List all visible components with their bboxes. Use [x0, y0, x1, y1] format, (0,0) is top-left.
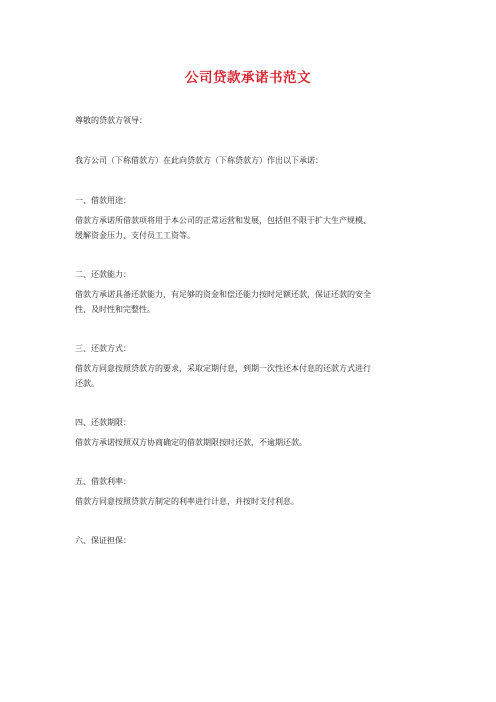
section-body-line: 还款。 — [75, 379, 99, 388]
section-heading-repayment-method: 三、还款方式： — [75, 344, 131, 353]
section-body-line: 借款方承诺所借款项将用于本公司的正常运营和发展，包括但不限于扩大生产规模、 — [75, 216, 371, 225]
section-body-line: 缓解资金压力、支付员工工资等。 — [75, 231, 195, 240]
section-body-line: 借款方承诺具备还款能力，有足够的资金和偿还能力按时足额还款，保证还款的安全 — [75, 290, 371, 299]
section-body-line: 性、及时性和完整性。 — [75, 305, 155, 314]
document-title: 公司贷款承诺书范文 — [185, 70, 311, 86]
section-heading-interest-rate: 五、借款利率： — [75, 477, 131, 486]
intro-paragraph: 我方公司（下称借款方）在此向贷款方（下称贷款方）作出以下承诺： — [75, 156, 323, 165]
section-heading-purpose: 一、借款用途： — [75, 196, 131, 205]
section-body-line: 借款方同意按照贷款方的要求，采取定期付息，到期一次性还本付息的还款方式进行 — [75, 364, 371, 373]
section-body-line: 借款方承诺按照双方协商确定的借款期限按时还款，不逾期还款。 — [75, 438, 307, 447]
salutation: 尊敬的贷款方领导： — [75, 116, 147, 125]
section-heading-repayment-ability: 二、还款能力： — [75, 270, 131, 279]
section-body-line: 借款方同意按照贷款方制定的利率进行计息，并按时支付利息。 — [75, 497, 299, 506]
section-heading-repayment-term: 四、还款期限： — [75, 418, 131, 427]
section-heading-guarantee: 六、保证担保： — [75, 536, 131, 545]
